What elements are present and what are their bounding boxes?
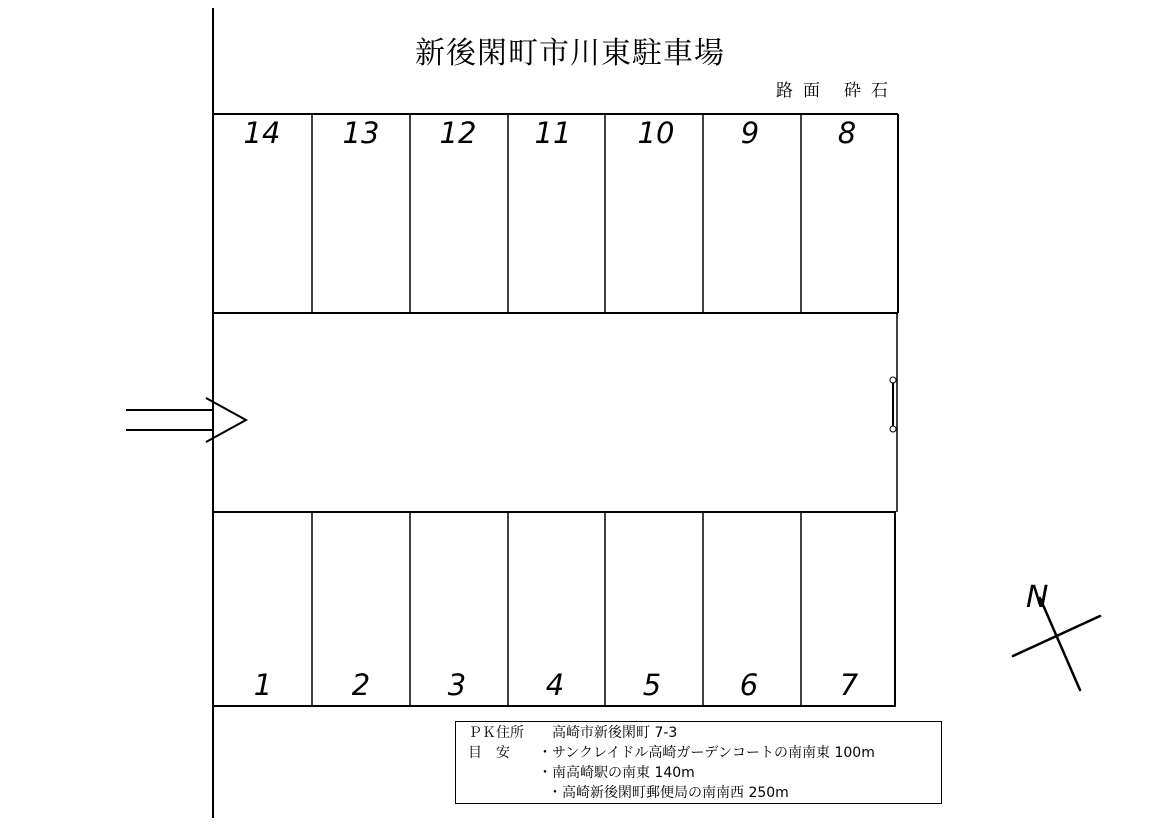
info-box [455,721,942,804]
space-number-12: 12 [439,116,477,150]
surface-value: 砕石 [844,81,898,101]
space-number-13: 13 [342,116,380,150]
landmark-label: 目 安 [468,745,510,761]
gate-icon [890,377,896,432]
address-value: 高崎市新後閑町 7-3 [552,725,678,741]
space-number-2: 2 [351,668,371,702]
surface-info [776,76,912,101]
landmark-3: ・高崎新後閑町郵便局の南南西 250m [548,785,789,801]
address-label: ＰＫ住所 [468,725,524,741]
north-label: N [1026,580,1049,615]
landmark-1: ・サンクレイドル高崎ガーデンコートの南南東 100m [538,745,875,761]
space-number-1: 1 [253,668,273,702]
surface-label: 路面 [776,81,830,101]
landmark-2: ・南高崎駅の南東 140m [538,765,695,781]
entrance-arrow-icon [126,398,246,442]
space-number-9: 9 [740,116,760,150]
space-number-7: 7 [839,668,859,702]
space-number-14: 14 [243,116,281,150]
space-number-5: 5 [642,668,662,702]
space-number-6: 6 [739,668,759,702]
space-number-11: 11 [534,116,572,150]
space-number-10: 10 [637,116,675,150]
page-title: 新後閑町市川東駐車場 [415,36,725,71]
space-number-4: 4 [545,668,565,702]
space-number-8: 8 [837,116,857,150]
space-number-3: 3 [447,668,467,702]
